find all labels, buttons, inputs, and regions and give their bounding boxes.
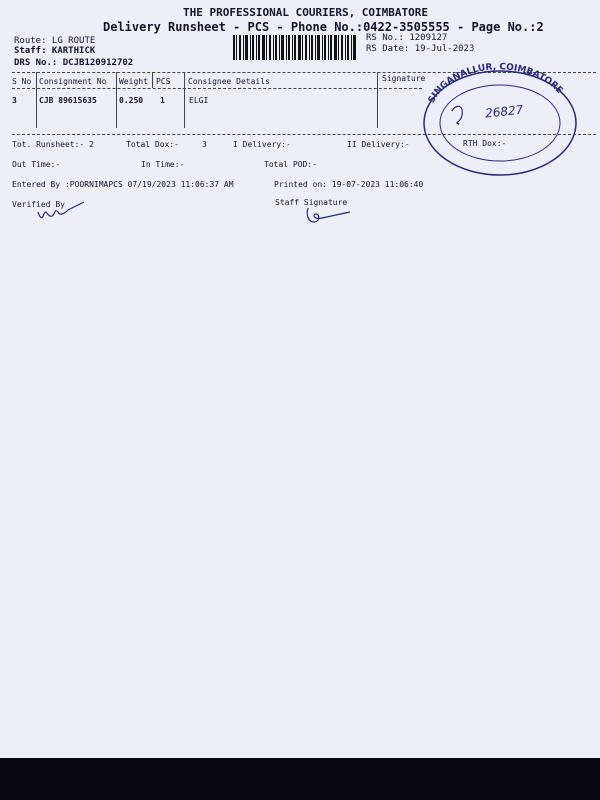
rth-dox: RTH Dox:-: [463, 139, 507, 148]
col-header-consignment: Consignment No: [39, 77, 107, 86]
col-header-sno: S No: [12, 77, 32, 86]
col-header-consignee: Consignee Details: [188, 77, 270, 86]
drs-number: DRS No.: DCJB120912702: [14, 58, 134, 68]
staff-signature: [300, 204, 370, 230]
stamp-handwritten-number: 26827: [484, 102, 524, 121]
col-header-weight: Weight: [119, 77, 148, 86]
office-stamp: [412, 60, 582, 180]
scan-edge: [0, 758, 600, 800]
col-divider: [36, 72, 37, 128]
staff-label: Staff: KARTHICK: [14, 46, 96, 56]
printed-on: Printed on: 19-07-2023 11:06:40: [274, 180, 424, 189]
total-dox-label: Total Dox:-: [126, 140, 179, 149]
row-pcs: 1: [160, 96, 165, 105]
total-pod: Total POD:-: [264, 160, 317, 169]
rs-date: RS Date: 19-Jul-2023: [366, 44, 475, 54]
route-label: Route: LG ROUTE: [14, 36, 96, 46]
table-header-rule: [12, 88, 422, 89]
first-delivery: I Delivery:-: [233, 140, 291, 149]
col-divider: [116, 72, 117, 128]
row-sno: 3: [12, 96, 17, 105]
col-divider: [184, 72, 185, 128]
in-time: In Time:-: [141, 160, 185, 169]
company-title: THE PROFESSIONAL COURIERS, COIMBATORE: [183, 6, 429, 19]
barcode: [233, 35, 358, 60]
staff-signature-label: Staff Signature: [275, 198, 348, 207]
runsheet-subtitle: Delivery Runsheet - PCS - Phone No.:0422-3505555 - Page No.:2: [103, 20, 544, 34]
out-time: Out Time:-: [12, 160, 61, 169]
total-runsheet: Tot. Runsheet:- 2: [12, 140, 94, 149]
verified-by-label: Verified By: [12, 200, 65, 209]
row-weight: 0.250: [119, 96, 144, 105]
stamp-ring-text: SINGANALLUR, COIMBATORE: [426, 62, 565, 105]
entered-by: Entered By :POORNIMAPCS 07/19/2023 11:06:37 AM: [12, 180, 234, 189]
row-consignment-no: CJB 89615635: [39, 96, 97, 105]
svg-text:SINGANALLUR, COIMBATORE: [427, 62, 564, 105]
col-divider: [377, 72, 378, 128]
col-header-pcs: PCS: [156, 77, 171, 86]
col-divider: [152, 72, 153, 88]
row-consignee: ELGI: [189, 96, 209, 105]
verifier-signature: [34, 200, 94, 226]
rs-number: RS No.: 1209127: [366, 33, 448, 43]
summary-rule: [12, 134, 596, 135]
total-dox-value: 3: [202, 140, 207, 149]
second-delivery: II Delivery:-: [347, 140, 410, 149]
col-header-signature: Signature: [382, 74, 426, 83]
